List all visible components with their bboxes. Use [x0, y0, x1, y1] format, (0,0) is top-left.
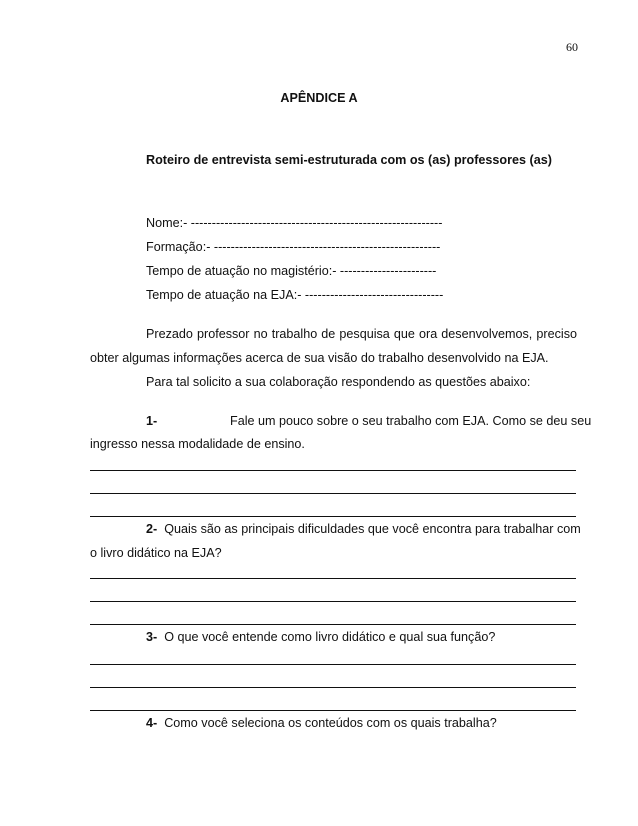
question-2-line-1 — [146, 522, 581, 536]
intro-line-3: Para tal solicito a sua colaboração respondendo as questões abaixo: — [146, 375, 531, 389]
answer-line — [90, 664, 576, 665]
answer-line — [90, 710, 576, 711]
field-name: Nome:- ------------------------------------------------------------ — [146, 216, 443, 230]
answer-line — [90, 516, 576, 517]
answer-line — [90, 601, 576, 602]
answer-line — [90, 493, 576, 494]
question-4-number: 4- — [146, 716, 158, 730]
question-2-text: Quais são as principais dificuldades que você encontra para trabalhar com — [164, 522, 581, 536]
field-teaching-time: Tempo de atuação no magistério:- ----------------------- — [146, 264, 437, 278]
answer-line — [90, 578, 576, 579]
intro-line-2: obter algumas informações acerca de sua visão do trabalho desenvolvido na EJA. — [90, 351, 549, 365]
page-number: 60 — [566, 40, 578, 54]
question-4-line-1 — [146, 716, 497, 730]
question-1-line-1: Fale um pouco sobre o seu trabalho com EJA. Como se deu seu — [230, 414, 592, 428]
appendix-title: APÊNDICE A — [280, 91, 358, 105]
question-2-line-2: o livro didático na EJA? — [90, 546, 222, 560]
question-2-number: 2- — [146, 522, 158, 536]
answer-line — [90, 624, 576, 625]
intro-line-1: Prezado professor no trabalho de pesquisa que ora desenvolvemos, preciso — [146, 327, 577, 341]
question-4-text: Como você seleciona os conteúdos com os quais trabalha? — [164, 716, 497, 730]
document-subtitle: Roteiro de entrevista semi-estruturada com os (as) professores (as) — [146, 153, 552, 167]
question-3-number: 3- — [146, 630, 158, 644]
field-eja-time: Tempo de atuação na EJA:- --------------------------------- — [146, 288, 444, 302]
field-education: Formação:- ------------------------------------------------------ — [146, 240, 441, 254]
answer-line — [90, 687, 576, 688]
question-3-line-1 — [146, 630, 495, 644]
answer-line — [90, 470, 576, 471]
question-1-line-2: ingresso nessa modalidade de ensino. — [90, 437, 305, 451]
question-1-number: 1- — [146, 414, 158, 428]
question-3-text: O que você entende como livro didático e qual sua função? — [164, 630, 496, 644]
